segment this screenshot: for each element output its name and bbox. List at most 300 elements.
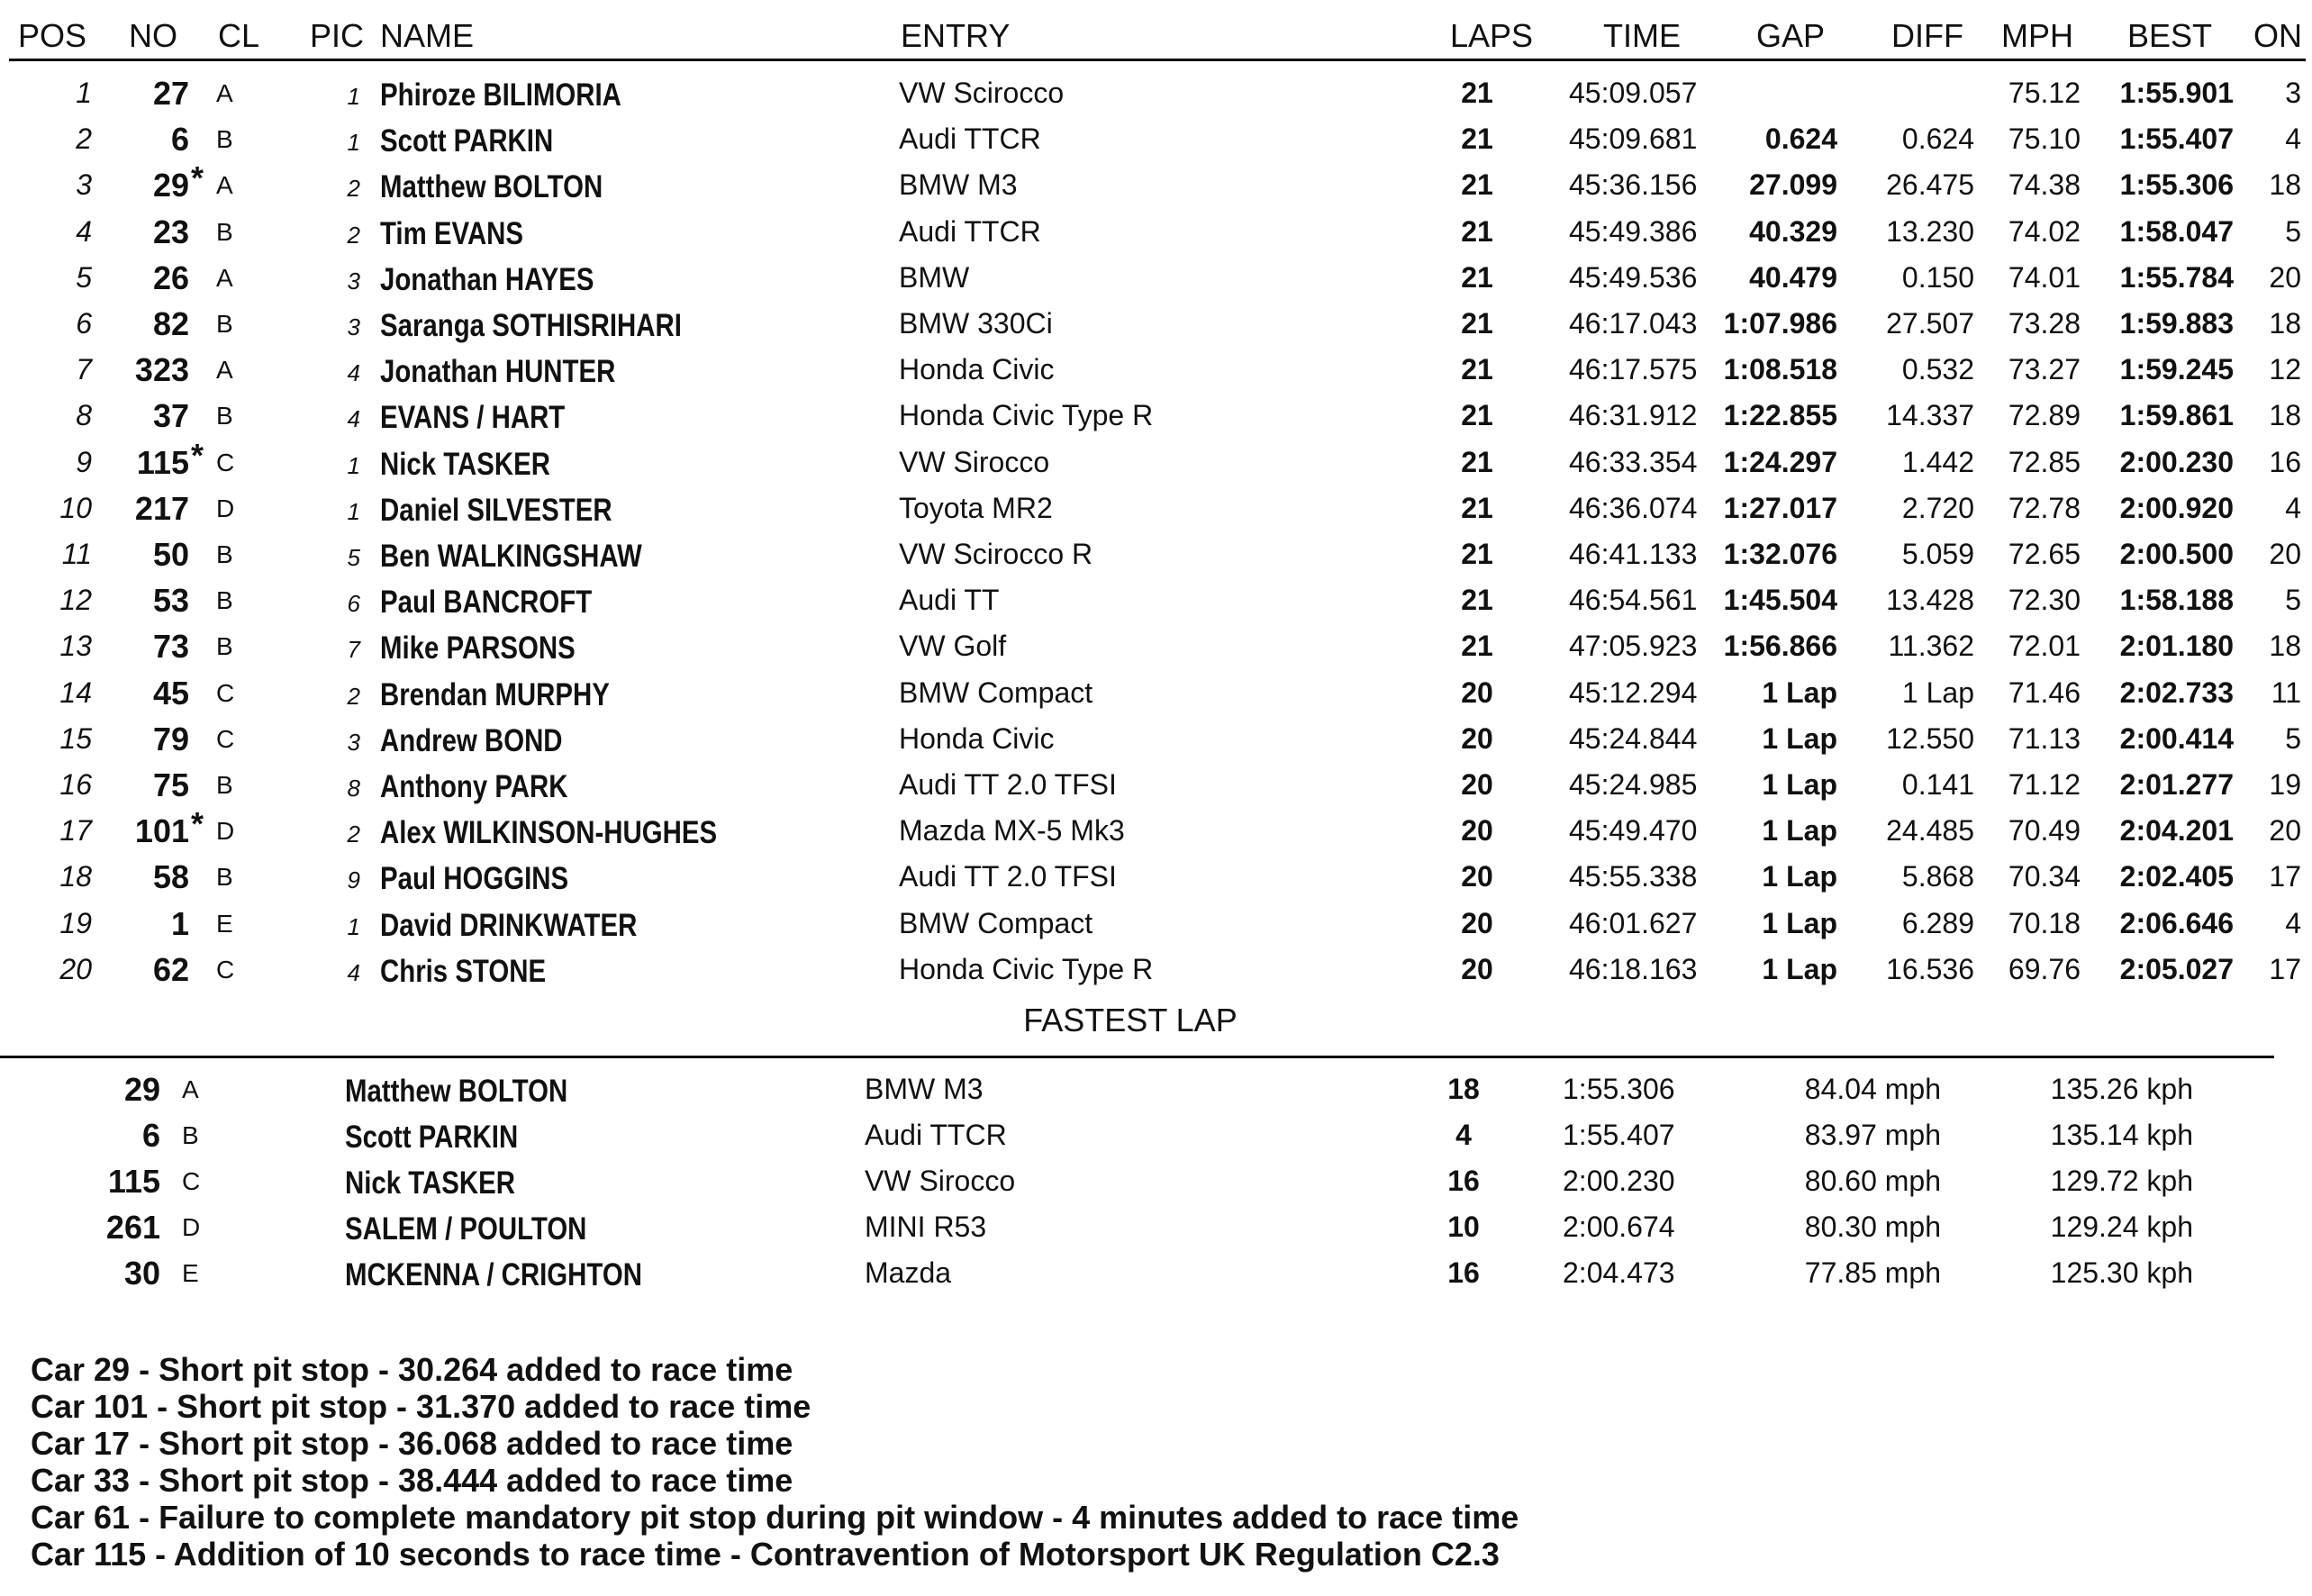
penalty-note: Car 115 - Addition of 10 seconds to race time - Contravention of Motorsport UK Regulation C2.3 bbox=[31, 1536, 1500, 1573]
position-in-class: 2 bbox=[347, 682, 360, 710]
laps: 21 bbox=[1461, 399, 1493, 432]
car-number: 30 bbox=[123, 1255, 160, 1292]
class: A bbox=[216, 79, 233, 107]
laps: 20 bbox=[1461, 860, 1493, 893]
car-number: 1 bbox=[170, 904, 189, 942]
best-lap: 1:59.861 bbox=[2119, 399, 2234, 432]
speed-mph: 80.30 mph bbox=[1804, 1211, 1941, 1243]
speed-mph: 77.85 mph bbox=[1804, 1256, 1941, 1289]
result-row bbox=[0, 393, 2312, 439]
gap: 1 Lap bbox=[1762, 860, 1837, 893]
driver-name: Anthony PARK bbox=[380, 769, 568, 804]
result-row bbox=[0, 436, 2312, 485]
entry: Audi TT bbox=[899, 584, 1000, 617]
best-on-lap: 4 bbox=[2285, 122, 2301, 156]
car-number: 27 bbox=[152, 75, 189, 112]
best-lap: 2:01.180 bbox=[2119, 630, 2234, 663]
position-in-class: 5 bbox=[347, 544, 360, 571]
mph: 74.02 bbox=[2008, 214, 2081, 248]
position-in-class: 4 bbox=[347, 405, 360, 433]
position: 6 bbox=[76, 307, 92, 340]
entry: BMW Compact bbox=[899, 906, 1093, 939]
position: 8 bbox=[76, 399, 92, 432]
diff: 16.536 bbox=[1886, 952, 1974, 985]
entry: Honda Civic bbox=[899, 353, 1055, 386]
best-on-lap: 18 bbox=[2269, 307, 2301, 340]
driver-name: Jonathan HUNTER bbox=[380, 354, 616, 390]
class: C bbox=[182, 1167, 201, 1195]
gap: 1:56.866 bbox=[1723, 630, 1837, 663]
car-number: 23 bbox=[152, 213, 189, 250]
laps: 21 bbox=[1461, 307, 1493, 340]
lap-number: 16 bbox=[1447, 1165, 1480, 1197]
car-number: 73 bbox=[152, 628, 189, 666]
position: 17 bbox=[59, 814, 92, 848]
gap: 27.099 bbox=[1749, 168, 1837, 202]
result-row bbox=[0, 762, 2312, 808]
best-on-lap: 4 bbox=[2285, 906, 2301, 939]
mph: 72.30 bbox=[2008, 584, 2081, 617]
mph: 71.13 bbox=[2008, 721, 2081, 755]
mph: 73.28 bbox=[2008, 307, 2081, 340]
position: 1 bbox=[76, 77, 92, 109]
speed-mph: 84.04 mph bbox=[1804, 1073, 1941, 1105]
mph: 71.46 bbox=[2008, 676, 2081, 709]
time: 46:54.561 bbox=[1569, 584, 1698, 617]
penalty-note: Car 29 - Short pit stop - 30.264 added to race time bbox=[31, 1351, 793, 1388]
laps: 21 bbox=[1461, 214, 1493, 248]
entry: Audi TTCR bbox=[865, 1119, 1007, 1151]
penalty-note: Car 33 - Short pit stop - 38.444 added to race time bbox=[31, 1462, 793, 1499]
diff: 0.532 bbox=[1901, 353, 1974, 386]
best-on-lap: 20 bbox=[2269, 538, 2301, 570]
driver-name: Paul HOGGINS bbox=[380, 861, 569, 897]
result-row bbox=[0, 854, 2312, 900]
gap: 1:27.017 bbox=[1723, 491, 1837, 524]
speed-kph: 135.14 kph bbox=[2050, 1119, 2193, 1151]
position-in-class: 2 bbox=[347, 821, 360, 848]
header-pic: PIC bbox=[310, 17, 365, 54]
position-in-class: 3 bbox=[347, 313, 360, 340]
laps: 20 bbox=[1461, 814, 1493, 848]
mph: 74.01 bbox=[2008, 260, 2081, 294]
diff: 0.141 bbox=[1901, 768, 1974, 801]
best-lap: 2:05.027 bbox=[2119, 952, 2234, 985]
time: 45:49.470 bbox=[1569, 814, 1698, 848]
fastest-lap-divider bbox=[0, 1056, 2274, 1058]
diff: 5.868 bbox=[1901, 860, 1974, 893]
laps: 21 bbox=[1461, 260, 1493, 294]
best-on-lap: 11 bbox=[2271, 676, 2301, 709]
result-row bbox=[0, 255, 2312, 301]
fastest-lap-title: FASTEST LAP bbox=[1023, 1002, 1238, 1038]
car-number: 29 bbox=[123, 1071, 160, 1108]
header-laps: LAPS bbox=[1450, 17, 1534, 54]
mph: 73.27 bbox=[2008, 353, 2081, 386]
class: A bbox=[216, 356, 233, 385]
position: 9 bbox=[76, 445, 92, 478]
driver-name: David DRINKWATER bbox=[380, 907, 638, 943]
header-entry: ENTRY bbox=[901, 17, 1011, 54]
position: 2 bbox=[76, 122, 92, 156]
driver-name: SALEM / POULTON bbox=[345, 1211, 587, 1247]
driver-name: Tim EVANS bbox=[380, 215, 524, 251]
gap: 40.329 bbox=[1749, 214, 1837, 248]
time: 46:31.912 bbox=[1569, 399, 1698, 432]
diff: 27.507 bbox=[1886, 307, 1974, 340]
best-on-lap: 17 bbox=[2269, 860, 2301, 893]
class: E bbox=[216, 909, 233, 938]
class: A bbox=[182, 1075, 199, 1103]
time: 45:49.536 bbox=[1569, 260, 1698, 294]
driver-name: Scott PARKIN bbox=[345, 1120, 519, 1155]
diff: 0.150 bbox=[1901, 260, 1974, 294]
car-number: 62 bbox=[152, 950, 189, 988]
time: 47:05.923 bbox=[1569, 630, 1698, 663]
penalty-note: Car 17 - Short pit stop - 36.068 added to race time bbox=[31, 1425, 793, 1462]
driver-name: Nick TASKER bbox=[380, 446, 550, 482]
entry: Honda Civic bbox=[899, 721, 1055, 755]
best-lap: 2:02.733 bbox=[2119, 676, 2234, 709]
diff: 0.624 bbox=[1901, 122, 1974, 156]
class: B bbox=[216, 863, 233, 892]
car-number: 6 bbox=[170, 121, 189, 159]
position: 11 bbox=[61, 538, 92, 570]
best-lap: 1:58.047 bbox=[2119, 214, 2234, 248]
class: B bbox=[216, 402, 233, 431]
driver-name: Jonathan HAYES bbox=[380, 261, 594, 297]
mph: 69.76 bbox=[2008, 952, 2081, 985]
gap: 1 Lap bbox=[1762, 721, 1837, 755]
best-lap: 1:55.784 bbox=[2119, 260, 2234, 294]
best-lap: 1:55.407 bbox=[2119, 122, 2234, 156]
driver-name: Phiroze BILIMORIA bbox=[380, 77, 621, 113]
best-lap: 2:00.500 bbox=[2119, 538, 2234, 570]
entry: Audi TTCR bbox=[899, 122, 1041, 156]
mph: 72.85 bbox=[2008, 445, 2081, 478]
position-in-class: 2 bbox=[347, 175, 360, 203]
header-on: ON bbox=[2253, 17, 2302, 54]
result-row bbox=[0, 716, 2312, 762]
car-number: 101 bbox=[134, 812, 189, 850]
time: 45:24.844 bbox=[1569, 721, 1698, 755]
position-in-class: 3 bbox=[347, 728, 360, 756]
car-number: 115 bbox=[107, 1163, 160, 1200]
mph: 72.89 bbox=[2008, 399, 2081, 432]
laps: 20 bbox=[1461, 721, 1493, 755]
penalty-mark: * bbox=[191, 436, 204, 474]
fastest-lap-row bbox=[0, 1250, 2312, 1296]
position: 15 bbox=[59, 721, 92, 755]
header-diff: DIFF bbox=[1891, 17, 1963, 54]
lap-number: 10 bbox=[1447, 1211, 1480, 1243]
speed-kph: 129.72 kph bbox=[2050, 1165, 2193, 1197]
car-number: 261 bbox=[105, 1209, 160, 1246]
laps: 21 bbox=[1461, 584, 1493, 617]
car-number: 53 bbox=[152, 582, 189, 620]
time: 46:17.575 bbox=[1569, 353, 1698, 386]
fastest-lap-row bbox=[0, 1158, 2312, 1204]
best-lap: 2:01.277 bbox=[2119, 768, 2234, 801]
entry: VW Golf bbox=[899, 630, 1007, 663]
laps: 21 bbox=[1461, 122, 1493, 156]
position: 7 bbox=[76, 353, 92, 386]
entry: Honda Civic Type R bbox=[899, 952, 1154, 985]
best-lap: 2:00.920 bbox=[2119, 491, 2234, 524]
speed-mph: 80.60 mph bbox=[1804, 1165, 1941, 1197]
class: C bbox=[216, 724, 235, 753]
entry: VW Scirocco bbox=[899, 77, 1065, 109]
results-header-row bbox=[9, 14, 2306, 61]
header-name: NAME bbox=[380, 17, 475, 54]
lap-time: 2:04.473 bbox=[1563, 1256, 1675, 1289]
penalty-note: Car 101 - Short pit stop - 31.370 added to race time bbox=[31, 1388, 811, 1425]
position-in-class: 8 bbox=[347, 775, 360, 802]
time: 46:17.043 bbox=[1569, 307, 1698, 340]
position-in-class: 7 bbox=[347, 636, 360, 664]
result-row bbox=[0, 301, 2312, 347]
gap: 1 Lap bbox=[1762, 768, 1837, 801]
result-row bbox=[0, 901, 2312, 947]
time: 46:33.354 bbox=[1569, 445, 1698, 478]
diff: 11.362 bbox=[1888, 630, 1974, 663]
mph: 72.78 bbox=[2008, 491, 2081, 524]
best-lap: 1:59.245 bbox=[2119, 353, 2234, 386]
entry: BMW M3 bbox=[865, 1073, 984, 1105]
position: 16 bbox=[59, 768, 92, 801]
speed-kph: 129.24 kph bbox=[2050, 1211, 2193, 1243]
time: 45:55.338 bbox=[1569, 860, 1698, 893]
result-row bbox=[0, 116, 2312, 162]
best-lap: 2:04.201 bbox=[2119, 814, 2234, 848]
laps: 21 bbox=[1461, 445, 1493, 478]
position-in-class: 1 bbox=[347, 83, 360, 110]
entry: VW Sirocco bbox=[899, 445, 1050, 478]
entry: MINI R53 bbox=[865, 1211, 987, 1243]
position-in-class: 3 bbox=[347, 267, 360, 295]
result-row bbox=[0, 531, 2312, 577]
penalty-notes bbox=[31, 1351, 1519, 1573]
position-in-class: 2 bbox=[347, 221, 360, 249]
class: D bbox=[182, 1213, 201, 1241]
best-lap: 1:55.306 bbox=[2119, 168, 2234, 202]
entry: Mazda MX-5 Mk3 bbox=[899, 814, 1125, 848]
entry: BMW Compact bbox=[899, 676, 1093, 709]
best-lap: 2:00.230 bbox=[2119, 445, 2234, 478]
laps: 21 bbox=[1461, 538, 1493, 570]
driver-name: Paul BANCROFT bbox=[380, 585, 593, 621]
gap: 0.624 bbox=[1764, 122, 1837, 156]
position-in-class: 1 bbox=[347, 497, 360, 525]
best-on-lap: 3 bbox=[2285, 77, 2301, 109]
position: 5 bbox=[76, 260, 92, 294]
position: 4 bbox=[76, 214, 92, 248]
best-lap: 2:06.646 bbox=[2119, 906, 2234, 939]
diff: 12.550 bbox=[1886, 721, 1974, 755]
speed-kph: 125.30 kph bbox=[2050, 1256, 2193, 1289]
class: B bbox=[216, 632, 233, 661]
header-best: BEST bbox=[2127, 17, 2213, 54]
best-on-lap: 16 bbox=[2269, 445, 2301, 478]
entry: BMW bbox=[899, 260, 970, 294]
driver-name: Alex WILKINSON-HUGHES bbox=[380, 815, 718, 851]
class: B bbox=[216, 217, 233, 246]
class: C bbox=[216, 448, 235, 476]
result-row bbox=[0, 485, 2312, 531]
result-row bbox=[0, 805, 2312, 854]
best-on-lap: 4 bbox=[2285, 491, 2301, 524]
class: A bbox=[216, 171, 233, 200]
time: 46:18.163 bbox=[1569, 952, 1698, 985]
diff: 6.289 bbox=[1901, 906, 1974, 939]
diff: 24.485 bbox=[1886, 814, 1974, 848]
header-pos: POS bbox=[18, 17, 87, 54]
class: B bbox=[182, 1121, 199, 1149]
result-row bbox=[0, 209, 2312, 255]
class: B bbox=[216, 540, 233, 568]
class: D bbox=[216, 817, 235, 846]
entry: Mazda bbox=[865, 1256, 952, 1289]
best-on-lap: 20 bbox=[2269, 814, 2301, 848]
lap-number: 16 bbox=[1447, 1256, 1480, 1289]
diff: 14.337 bbox=[1886, 399, 1974, 432]
class: B bbox=[216, 125, 233, 154]
mph: 70.49 bbox=[2008, 814, 2081, 848]
time: 45:09.057 bbox=[1569, 77, 1698, 109]
gap: 1:32.076 bbox=[1723, 538, 1837, 570]
car-number: 26 bbox=[152, 258, 189, 296]
mph: 74.38 bbox=[2008, 168, 2081, 202]
laps: 20 bbox=[1461, 952, 1493, 985]
result-row bbox=[0, 347, 2312, 393]
driver-name: Matthew BOLTON bbox=[380, 169, 603, 205]
entry: Honda Civic Type R bbox=[899, 399, 1154, 432]
gap: 1:45.504 bbox=[1723, 584, 1837, 617]
best-on-lap: 18 bbox=[2269, 399, 2301, 432]
car-number: 45 bbox=[152, 674, 189, 712]
best-on-lap: 18 bbox=[2269, 168, 2301, 202]
entry: BMW M3 bbox=[899, 168, 1018, 202]
gap: 1:08.518 bbox=[1723, 353, 1837, 386]
class: E bbox=[182, 1259, 199, 1287]
mph: 70.34 bbox=[2008, 860, 2081, 893]
time: 46:41.133 bbox=[1569, 538, 1698, 570]
driver-name: Daniel SILVESTER bbox=[380, 492, 612, 528]
position-in-class: 4 bbox=[347, 359, 360, 387]
lap-number: 18 bbox=[1447, 1073, 1480, 1105]
car-number: 29 bbox=[152, 167, 189, 204]
laps: 21 bbox=[1461, 77, 1493, 109]
position-in-class: 1 bbox=[347, 451, 360, 479]
laps: 20 bbox=[1461, 676, 1493, 709]
mph: 75.12 bbox=[2008, 77, 2081, 109]
result-row bbox=[0, 70, 2312, 116]
time: 45:09.681 bbox=[1569, 122, 1698, 156]
diff: 5.059 bbox=[1901, 538, 1974, 570]
diff: 1 Lap bbox=[1901, 676, 1974, 709]
driver-name: Andrew BOND bbox=[380, 722, 563, 758]
gap: 1:07.986 bbox=[1723, 307, 1837, 340]
time: 45:36.156 bbox=[1569, 168, 1698, 202]
entry: VW Sirocco bbox=[865, 1165, 1016, 1197]
penalty-mark: * bbox=[191, 805, 204, 843]
fastest-lap-row bbox=[0, 1204, 2312, 1250]
entry: Audi TT 2.0 TFSI bbox=[899, 768, 1117, 801]
time: 46:01.627 bbox=[1569, 906, 1698, 939]
driver-name: Chris STONE bbox=[380, 953, 547, 989]
best-on-lap: 12 bbox=[2269, 353, 2301, 386]
header-time: TIME bbox=[1603, 17, 1681, 54]
fastest-lap-row bbox=[0, 1066, 2312, 1112]
position: 18 bbox=[59, 860, 92, 893]
class: B bbox=[216, 771, 233, 799]
driver-name: Brendan MURPHY bbox=[380, 676, 610, 712]
entry: Audi TT 2.0 TFSI bbox=[899, 860, 1117, 893]
best-on-lap: 19 bbox=[2269, 768, 2301, 801]
driver-name: Mike PARSONS bbox=[380, 630, 576, 667]
position-in-class: 6 bbox=[347, 590, 360, 618]
driver-name: EVANS / HART bbox=[380, 400, 566, 436]
header-cl: CL bbox=[218, 17, 260, 54]
best-lap: 2:00.414 bbox=[2119, 721, 2234, 755]
best-on-lap: 5 bbox=[2285, 584, 2301, 617]
car-number: 82 bbox=[152, 305, 189, 342]
position: 3 bbox=[76, 168, 92, 202]
entry: VW Scirocco R bbox=[899, 538, 1093, 570]
driver-name: Nick TASKER bbox=[345, 1165, 515, 1201]
car-number: 37 bbox=[152, 397, 189, 435]
position: 20 bbox=[59, 952, 92, 985]
car-number: 115 bbox=[136, 443, 189, 481]
position: 13 bbox=[59, 630, 92, 663]
time: 45:24.985 bbox=[1569, 768, 1698, 801]
driver-name: Saranga SOTHISRIHARI bbox=[380, 308, 682, 343]
result-row bbox=[0, 577, 2312, 623]
position: 14 bbox=[59, 676, 92, 709]
lap-time: 2:00.230 bbox=[1563, 1165, 1675, 1197]
best-on-lap: 20 bbox=[2269, 260, 2301, 294]
class: C bbox=[216, 678, 235, 707]
class: A bbox=[216, 263, 233, 292]
gap: 1 Lap bbox=[1762, 814, 1837, 848]
speed-mph: 83.97 mph bbox=[1804, 1119, 1941, 1151]
diff: 13.230 bbox=[1886, 214, 1974, 248]
gap: 1:22.855 bbox=[1723, 399, 1837, 432]
entry: Toyota MR2 bbox=[899, 491, 1053, 524]
diff: 1.442 bbox=[1901, 445, 1974, 478]
gap: 1 Lap bbox=[1762, 952, 1837, 985]
time: 45:12.294 bbox=[1569, 676, 1698, 709]
car-number: 50 bbox=[152, 536, 189, 573]
laps: 21 bbox=[1461, 630, 1493, 663]
best-on-lap: 18 bbox=[2269, 630, 2301, 663]
lap-time: 1:55.306 bbox=[1563, 1073, 1675, 1105]
lap-time: 2:00.674 bbox=[1563, 1211, 1675, 1243]
laps: 21 bbox=[1461, 491, 1493, 524]
driver-name: Scott PARKIN bbox=[380, 123, 554, 159]
best-lap: 1:55.901 bbox=[2119, 77, 2234, 109]
time: 46:36.074 bbox=[1569, 491, 1698, 524]
mph: 72.01 bbox=[2008, 630, 2081, 663]
position-in-class: 4 bbox=[347, 958, 360, 986]
driver-name: Ben WALKINGSHAW bbox=[380, 539, 642, 574]
header-gap: GAP bbox=[1756, 17, 1826, 54]
laps: 20 bbox=[1461, 906, 1493, 939]
speed-kph: 135.26 kph bbox=[2050, 1073, 2193, 1105]
lap-time: 1:55.407 bbox=[1563, 1119, 1675, 1151]
car-number: 323 bbox=[134, 351, 189, 389]
position-in-class: 9 bbox=[347, 866, 360, 894]
